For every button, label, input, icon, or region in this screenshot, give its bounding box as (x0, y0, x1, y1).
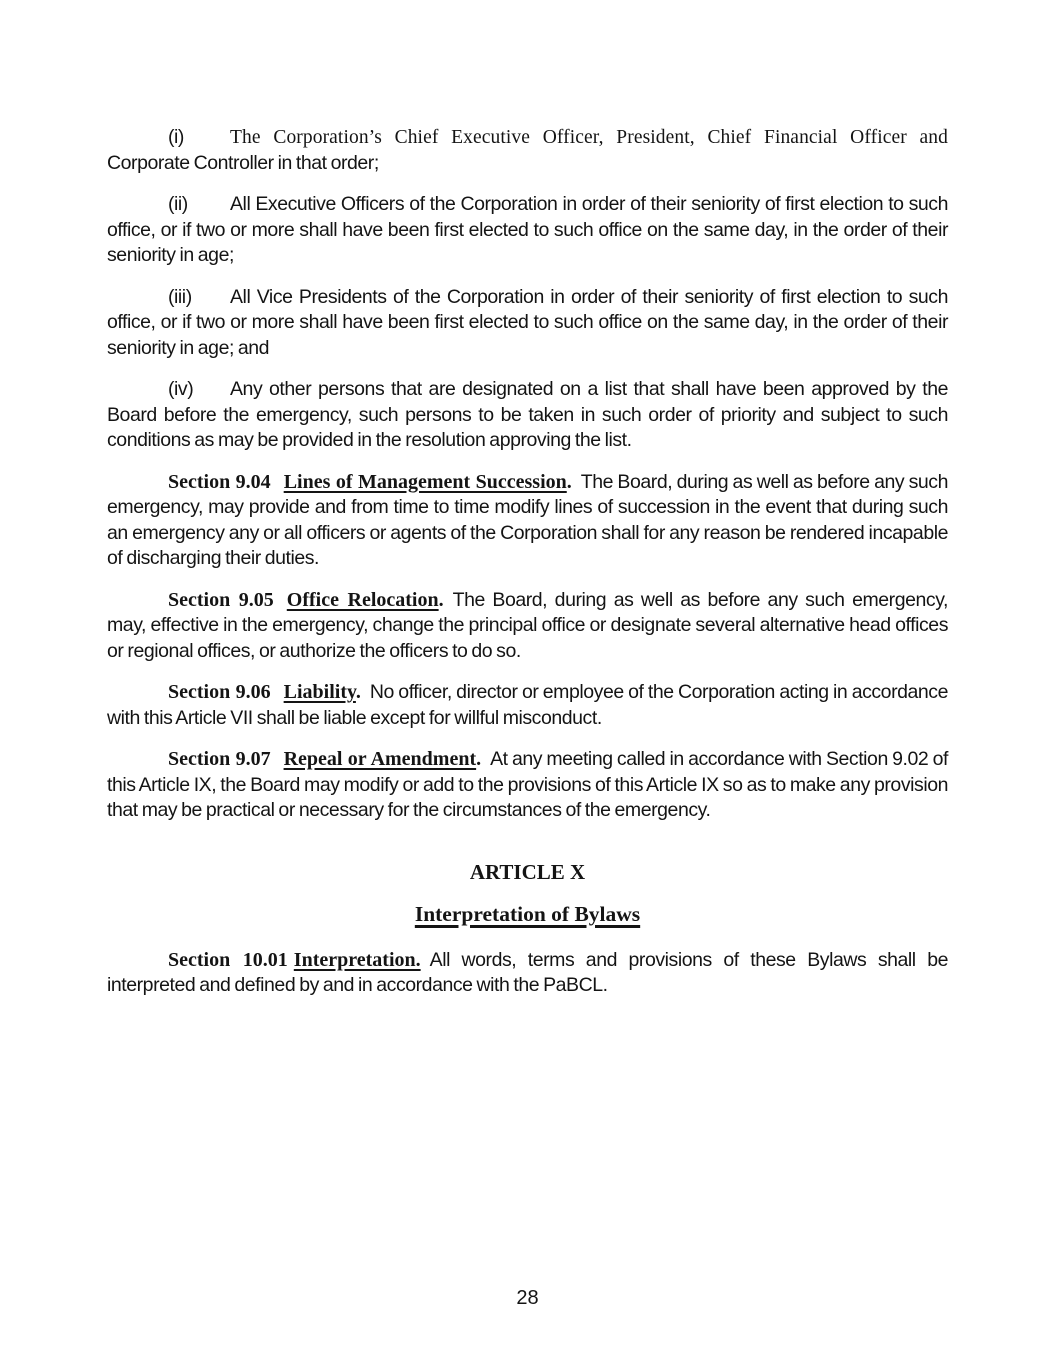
section-paragraph-9-06 (107, 680, 948, 731)
list-item-label: (iv) (168, 378, 194, 400)
section-body-text: The Board, during as well as before any such emergency, may provide and from time to time modify lines of succession in the event that during such an emergency any or all officers or agents of the Corporation shall for any reason be rendered incapable of discharging their duties. (107, 470, 948, 569)
section-title-period: . (438, 588, 444, 611)
list-item-text: Corporate Controller in that order; (107, 151, 379, 174)
section-paragraph-10-01 (107, 948, 948, 999)
article-subheading: Interpretation of Bylaws (414, 902, 641, 926)
list-item-label: (ii) (168, 193, 188, 215)
section-paragraph-9-07 (107, 747, 948, 824)
section-title-period: . (566, 470, 572, 493)
section-number: Section 9.04 (168, 470, 271, 493)
section-body-text: At any meeting called in accordance with Section 9.02 of this Article IX, the Board may modify or add to the provisions of this Article IX so as to make any provision that may be practical or necessary for the circumstances of the emergency. (107, 748, 948, 821)
section-title-period: . (476, 748, 482, 770)
section-title: Lines of Management Succession (283, 470, 567, 493)
list-item-text-serif: The Corporation’s Chief Executive Officer, President, Chief Financial Officer and (230, 127, 948, 148)
list-item-label: (i) (168, 126, 184, 148)
section-paragraph-9-04 (107, 470, 948, 572)
list-item-paragraph-i (107, 125, 948, 176)
section-title-period: . (355, 681, 361, 703)
list-item-paragraph-ii (107, 192, 948, 269)
list-item-text: All Vice Presidents of the Corporation in order of their seniority of first election to such office, or if two or more shall have been first elected to such office on the same day, in the order of their seniority in age; and (107, 285, 948, 359)
section-number: Section 9.05 (168, 588, 274, 611)
section-body-text: The Board, during as well as before any such emergency, may, effective in the emergency, change the principal office or designate several alternative head offices or regional offices, or authorize the officers to do so. (107, 588, 949, 662)
list-item-label: (iii) (168, 285, 192, 308)
list-item-paragraph-iii (107, 285, 948, 362)
section-title: Liability (283, 681, 356, 703)
section-title: Office Relocation (286, 588, 439, 611)
list-item-text: Any other persons that are designated on a list that shall have been approved by the Board before the emergency, such persons to be taken in such order of priority and subject to such conditions as may be provided in the resolution approving the list. (107, 378, 948, 451)
section-title: Interpretation. (293, 948, 421, 971)
section-number: Section 9.06 (168, 681, 271, 703)
list-item-text: All Executive Officers of the Corporation in order of their seniority of first election to such office, or if two or more shall have been first elected to such office on the same day, in the order of their seniority in age; (107, 193, 948, 266)
section-number: Section 10.01 (168, 948, 288, 971)
section-paragraph-9-05 (107, 588, 948, 665)
section-number: Section 9.07 (168, 748, 271, 770)
list-item-paragraph-iv (107, 377, 948, 454)
section-body-text: All words, terms and provisions of these Bylaws shall be interpreted and defined by and in accordance with the PaBCL. (107, 948, 949, 996)
article-heading: ARTICLE X (469, 859, 586, 884)
section-title: Repeal or Amendment (283, 748, 477, 770)
section-body-text: No officer, director or employee of the Corporation acting in accordance with this Article VII shall be liable except for willful misconduct. (107, 681, 949, 729)
page-number: 28 (516, 1287, 539, 1309)
